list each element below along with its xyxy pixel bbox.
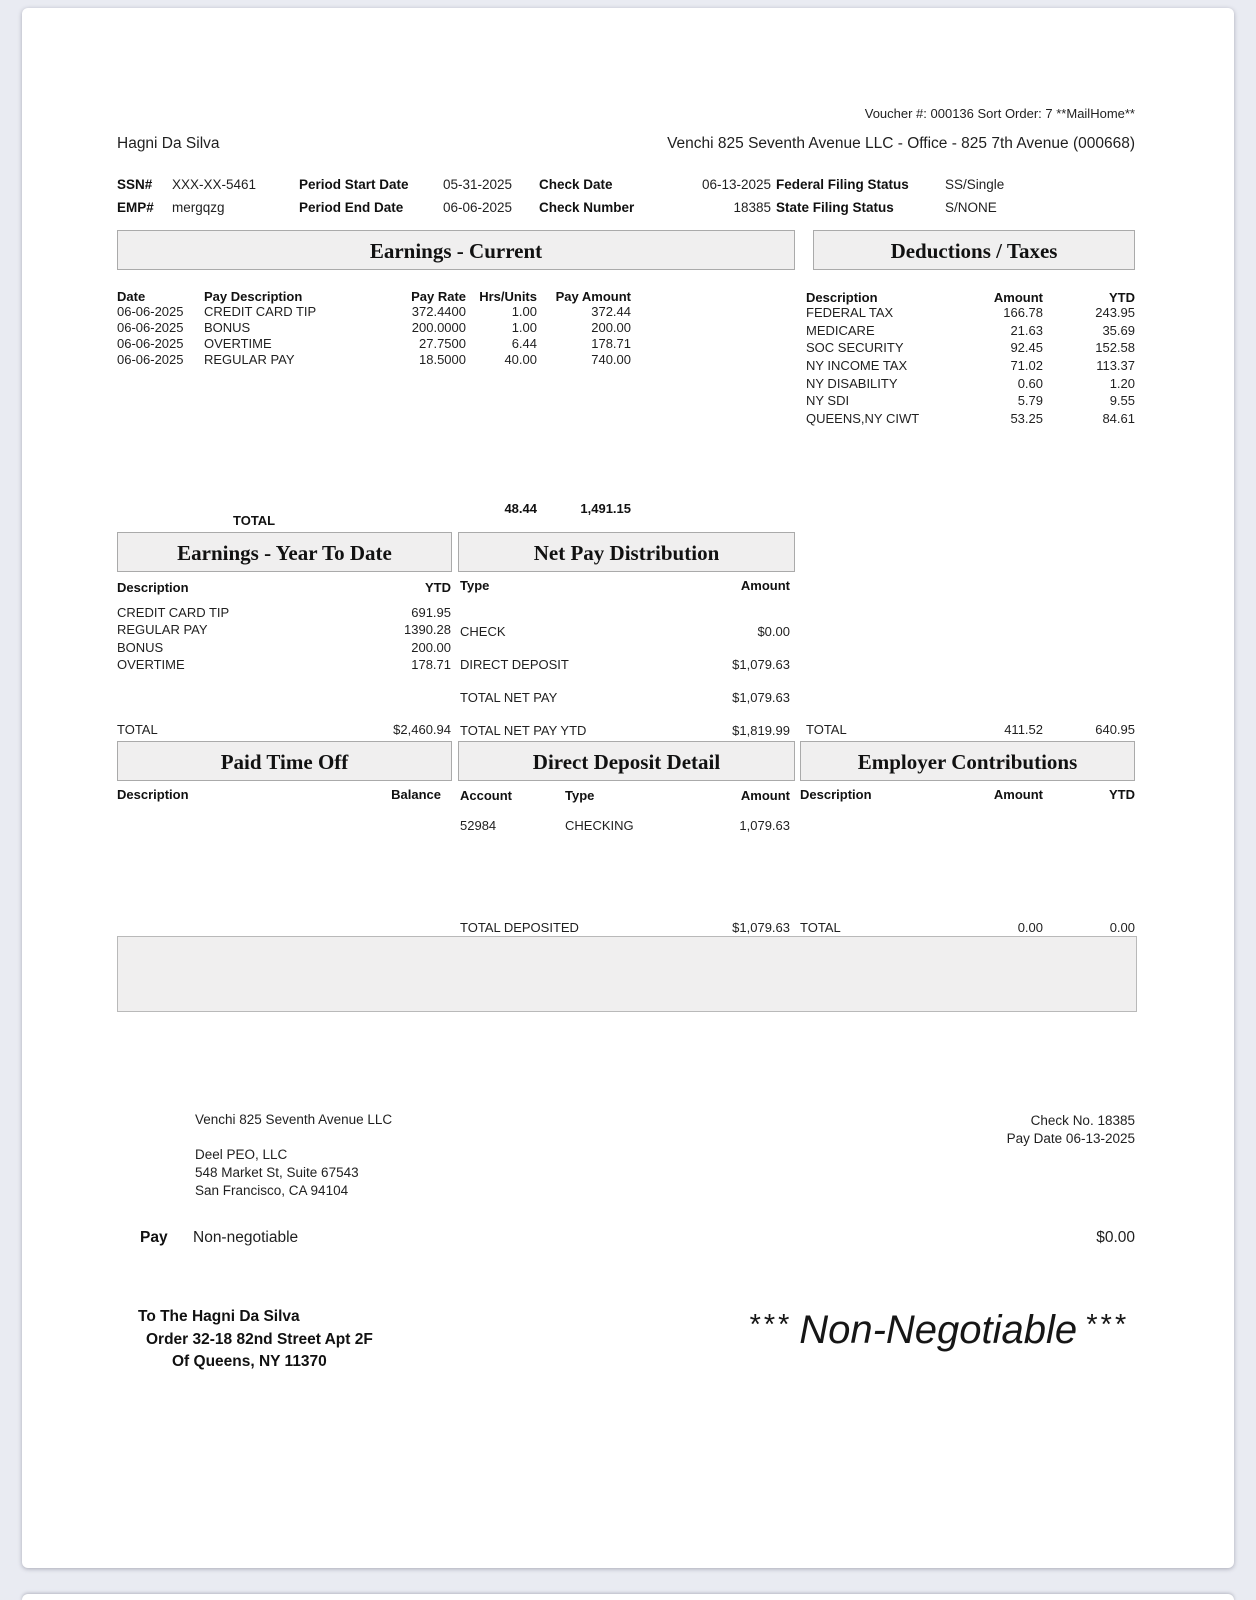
earnings-ytd-title: Earnings - Year To Date: [117, 532, 452, 572]
check-number-value: 18385: [733, 200, 771, 215]
table-row: [460, 658, 790, 691]
stamp-text: Non-Negotiable: [799, 1308, 1078, 1352]
cell-ytd: 152.58: [1095, 340, 1135, 356]
cell-ytd: 9.55: [1109, 393, 1135, 409]
cell-ytd: 113.37: [1096, 358, 1135, 374]
employee-name: Hagni Da Silva: [117, 135, 220, 152]
table-row: [117, 304, 631, 320]
cell-hrs: 40.00: [504, 352, 537, 367]
earnings-current-title: Earnings - Current: [117, 230, 795, 270]
table-row: [806, 410, 1135, 428]
cell-ytd: 1390.28: [404, 622, 451, 638]
table-row: [117, 352, 631, 368]
table-row: [117, 336, 631, 352]
pay-label: Pay: [140, 1229, 168, 1246]
col-ytd: YTD: [1109, 290, 1135, 305]
cell-description: NY DISABILITY: [806, 375, 898, 391]
period-end-label: Period End Date: [299, 200, 404, 215]
col-type: Type: [565, 788, 595, 803]
cell-description: NY SDI: [806, 393, 850, 409]
col-account: Account: [460, 788, 512, 803]
empty-gray-panel: [117, 936, 1137, 1012]
stamp-stars-right: ***: [1085, 1309, 1128, 1341]
table-header-row: [806, 289, 1135, 304]
payer-address-block: [195, 1146, 359, 1200]
cell-description: BONUS: [117, 639, 164, 655]
col-description: Description: [800, 787, 872, 802]
table-row: [460, 818, 790, 834]
table-row: [117, 621, 451, 639]
table-row: [460, 625, 790, 658]
cell-description: CREDIT CARD TIP: [204, 304, 317, 319]
emp-label: EMP#: [117, 200, 154, 215]
col-ytd: YTD: [1109, 787, 1135, 802]
payer-name: Deel PEO, LLC: [195, 1147, 288, 1162]
table-row: [806, 339, 1135, 357]
state-filing-status-value: S/NONE: [945, 200, 997, 215]
payer-street: 548 Market St, Suite 67543: [195, 1165, 359, 1180]
cell-date: 06-06-2025: [117, 336, 184, 351]
col-type: Type: [460, 578, 490, 593]
employer-contributions-table: [800, 788, 1135, 803]
cell-amount: $1,819.99: [732, 723, 790, 738]
direct-deposit-table: [460, 788, 790, 834]
cell-description: MEDICARE: [806, 322, 875, 338]
pay-date-line: Pay Date 06-13-2025: [1006, 1130, 1135, 1146]
total-ytd: 640.95: [1095, 722, 1135, 737]
table-row: [806, 357, 1135, 375]
ssn-label: SSN#: [117, 177, 153, 192]
check-number-block: [1007, 1112, 1135, 1147]
cell-amount: 372.44: [591, 304, 631, 319]
federal-filing-status-value: SS/Single: [945, 177, 1005, 192]
cell-amount: $1,079.63: [732, 657, 790, 672]
col-amount: Amount: [740, 788, 790, 803]
cell-amount: 200.00: [591, 320, 631, 335]
recipient-line: To The Hagni Da Silva: [138, 1308, 300, 1325]
col-amount: Amount: [993, 787, 1043, 802]
federal-filing-status-label: Federal Filing Status: [776, 177, 909, 192]
cell-hrs: 6.44: [511, 336, 537, 351]
table-header-row: [460, 788, 790, 804]
cell-date: 06-06-2025: [117, 320, 184, 335]
cell-type: TOTAL NET PAY: [460, 690, 558, 705]
table-row: [806, 322, 1135, 340]
total-label: TOTAL: [800, 920, 841, 935]
cell-rate: 18.5000: [419, 352, 466, 367]
earnings-current-table: [117, 289, 631, 368]
cell-ytd: 200.00: [411, 639, 451, 655]
table-row: [806, 304, 1135, 322]
deductions-total-row: [806, 722, 1135, 737]
cell-amount: 53.25: [1010, 411, 1043, 427]
cell-type: DIRECT DEPOSIT: [460, 657, 569, 672]
table-header-row: [117, 788, 441, 803]
check-company-name: Venchi 825 Seventh Avenue LLC: [195, 1112, 393, 1127]
col-date: Date: [117, 289, 146, 304]
cell-rate: 27.7500: [419, 336, 466, 351]
cell-description: NY INCOME TAX: [806, 358, 908, 374]
period-start-label: Period Start Date: [299, 177, 409, 192]
table-row: [117, 656, 451, 674]
cell-ytd: 1.20: [1109, 375, 1135, 391]
cell-amount: 0.60: [1017, 375, 1043, 391]
paid-time-off-table: [117, 788, 441, 803]
deductions-table: [806, 289, 1135, 428]
cell-description: OVERTIME: [117, 657, 185, 673]
col-ytd: YTD: [425, 580, 451, 595]
col-amount: Amount: [993, 290, 1043, 305]
check-date-label: Check Date: [539, 177, 613, 192]
recipient-line: Of Queens, NY 11370: [172, 1353, 327, 1370]
cell-amount: 740.00: [591, 352, 631, 367]
pay-amount: $0.00: [1096, 1229, 1135, 1246]
check-no-line: Check No. 18385: [1030, 1113, 1135, 1128]
info-row-1: [117, 177, 1135, 194]
next-page-edge: [22, 1594, 1234, 1600]
emp-value: mergqzg: [172, 200, 225, 215]
cell-ytd: 35.69: [1102, 322, 1135, 338]
info-row-2: [117, 200, 1135, 217]
col-amount: Amount: [740, 578, 790, 593]
company-location-line: Venchi 825 Seventh Avenue LLC - Office - 825 7th Avenue (000668): [667, 135, 1135, 152]
employer-contributions-total-row: [800, 920, 1135, 935]
earnings-current-total-label: TOTAL: [233, 513, 276, 528]
state-filing-status-label: State Filing Status: [776, 200, 894, 215]
earnings-ytd-table: [117, 579, 451, 674]
table-row: [460, 691, 790, 724]
cell-date: 06-06-2025: [117, 304, 184, 319]
col-hrs-units: Hrs/Units: [479, 289, 537, 304]
table-row: [117, 320, 631, 336]
table-header-row: [800, 788, 1135, 803]
table-row: [460, 724, 790, 757]
table-row: [117, 604, 451, 622]
pay-method-text: Non-negotiable: [193, 1229, 299, 1246]
cell-amount: $0.00: [757, 624, 790, 639]
cell-hrs: 1.00: [511, 320, 537, 335]
col-pay-amount: Pay Amount: [555, 289, 631, 304]
stamp-stars-left: ***: [748, 1309, 792, 1341]
recipient-line: Order 32-18 82nd Street Apt 2F: [146, 1330, 373, 1348]
total-label: TOTAL: [117, 722, 158, 737]
cell-amount: 92.45: [1010, 340, 1043, 356]
voucher-line: Voucher #: 000136 Sort Order: 7 **MailHome**: [864, 106, 1135, 121]
table-header-row: [117, 579, 451, 597]
cell-date: 06-06-2025: [117, 352, 184, 367]
cell-amount: 166.78: [1003, 305, 1043, 320]
table-header-row: [460, 579, 790, 612]
total-amount: 411.52: [1004, 722, 1043, 737]
cell-description: QUEENS,NY CIWT: [806, 411, 920, 427]
payer-city: San Francisco, CA 94104: [195, 1183, 349, 1198]
cell-amount: 178.71: [591, 336, 631, 351]
paid-time-off-title: Paid Time Off: [117, 741, 452, 781]
cell-description: REGULAR PAY: [204, 352, 295, 367]
table-row: [806, 375, 1135, 393]
cell-description: SOC SECURITY: [806, 340, 904, 356]
cell-description: REGULAR PAY: [117, 622, 208, 638]
check-number-label: Check Number: [539, 200, 635, 215]
net-pay-distribution-title: Net Pay Distribution: [458, 532, 795, 572]
direct-deposit-detail-title: Direct Deposit Detail: [458, 741, 795, 781]
cell-type: CHECKING: [565, 818, 634, 833]
total-value: $1,079.63: [732, 920, 790, 935]
total-label: TOTAL DEPOSITED: [460, 920, 579, 935]
earnings-current-total-row: [117, 501, 631, 516]
cell-description: FEDERAL TAX: [806, 305, 894, 320]
cell-description: OVERTIME: [204, 336, 272, 351]
cell-description: BONUS: [204, 320, 251, 335]
cell-rate: 372.4400: [411, 304, 466, 319]
cell-amount: 1,079.63: [739, 818, 790, 833]
non-negotiable-stamp: [748, 1308, 1128, 1353]
cell-description: CREDIT CARD TIP: [117, 604, 230, 620]
cell-ytd: 691.95: [411, 604, 451, 620]
cell-type: TOTAL NET PAY YTD: [460, 723, 587, 738]
cell-hrs: 1.00: [511, 304, 537, 319]
total-hrs: 48.44: [504, 501, 537, 516]
cell-amount: $1,079.63: [732, 690, 790, 705]
recipient-address-block: [138, 1306, 373, 1374]
total-value: $2,460.94: [393, 722, 451, 737]
check-date-value: 06-13-2025: [701, 177, 771, 192]
cell-ytd: 243.95: [1095, 305, 1135, 320]
table-row: [806, 392, 1135, 410]
cell-rate: 200.0000: [411, 320, 466, 335]
cell-ytd: 178.71: [411, 657, 451, 673]
total-ytd: 0.00: [1109, 920, 1135, 935]
table-header-row: [117, 289, 631, 304]
cell-ytd: 84.61: [1102, 411, 1135, 427]
earnings-ytd-total-row: [117, 722, 451, 737]
total-pay-amount: 1,491.15: [580, 501, 631, 516]
period-start-value: 05-31-2025: [443, 177, 513, 192]
cell-account: 52984: [460, 818, 497, 833]
table-row: [117, 639, 451, 657]
col-pay-description: Pay Description: [204, 289, 303, 304]
cell-amount: 5.79: [1017, 393, 1043, 409]
col-pay-rate: Pay Rate: [411, 289, 466, 304]
ssn-value: XXX-XX-5461: [172, 177, 257, 192]
cell-amount: 21.63: [1010, 322, 1043, 338]
col-description: Description: [806, 290, 878, 305]
total-amount: 0.00: [1017, 920, 1043, 935]
employer-contributions-title: Employer Contributions: [800, 741, 1135, 781]
col-balance: Balance: [391, 787, 441, 802]
col-description: Description: [117, 580, 189, 595]
col-description: Description: [117, 787, 189, 802]
deductions-taxes-title: Deductions / Taxes: [813, 230, 1135, 270]
cell-type: CHECK: [460, 624, 506, 639]
period-end-value: 06-06-2025: [443, 200, 513, 215]
net-pay-distribution-table: [460, 579, 790, 757]
cell-amount: 71.02: [1010, 358, 1043, 374]
total-deposited-row: [460, 920, 790, 935]
total-label: TOTAL: [806, 722, 847, 737]
